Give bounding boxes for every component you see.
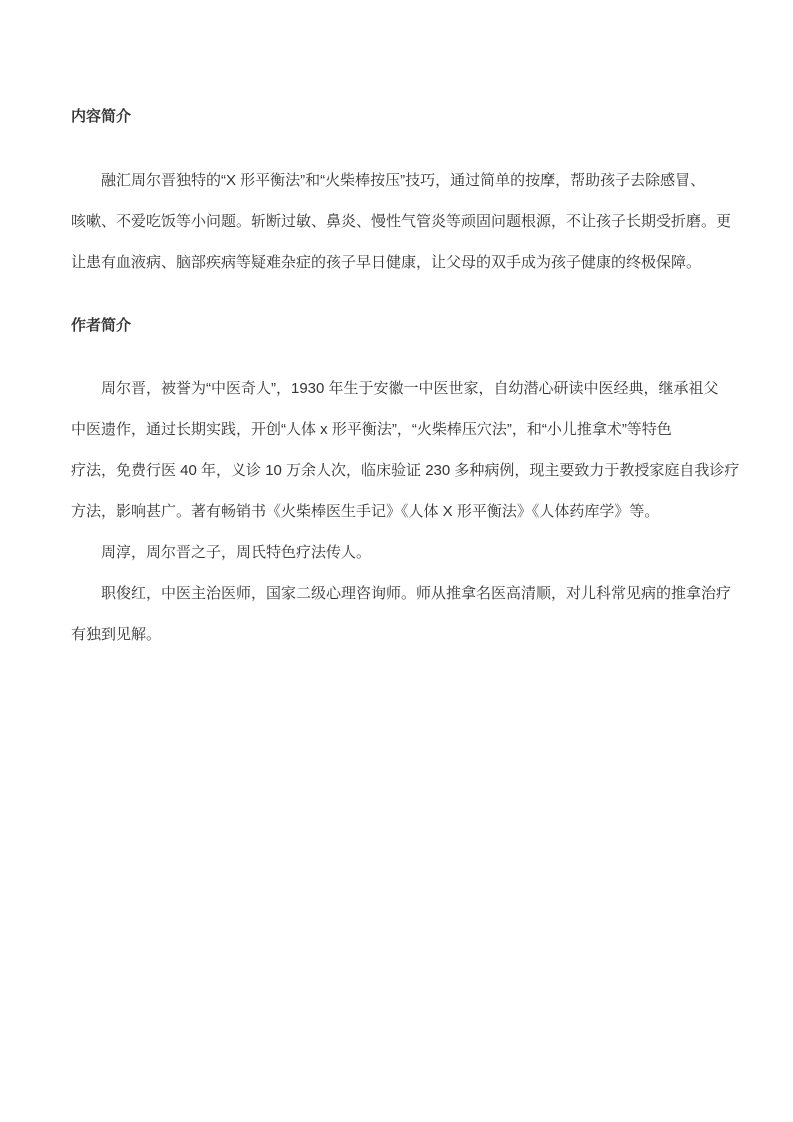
author-bio-line: 疗法，免费行医 40 年，义诊 10 万余人次，临床验证 230 多种病例，现主要致力于教授家庭自我诊疗 xyxy=(71,462,740,479)
author-bio-line: 方法，影响甚广。著有畅销书《火柴棒医生手记》《人体 X 形平衡法》《人体药库学》等。 xyxy=(71,503,660,520)
content-intro-heading: 内容简介 xyxy=(71,108,132,125)
author-bio-line: 有独到见解。 xyxy=(71,626,162,643)
content-intro-line: 融汇周尔晋独特的“X 形平衡法”和“火柴棒按压”技巧，通过简单的按摩，帮助孩子去除感冒、 xyxy=(101,172,706,189)
author-intro-heading: 作者简介 xyxy=(71,317,132,334)
author-bio-line: 职俊红，中医主治医师，国家二级心理咨询师。师从推拿名医高清顺，对儿科常见病的推拿治疗 xyxy=(101,585,732,602)
author-bio-line: 周尔晋，被誉为“中医奇人”，1930 年生于安徽一中医世家，自幼潜心研读中医经典，继承祖父 xyxy=(101,380,719,397)
content-intro-line: 咳嗽、不爱吃饭等小问题。斩断过敏、鼻炎、慢性气管炎等顽固问题根源，不让孩子长期受折磨。更 xyxy=(71,213,732,230)
author-bio-line: 中医遗作，通过长期实践，开创“人体 x 形平衡法”，“火柴棒压穴法”，和“小儿推拿术”等特色 xyxy=(71,421,672,438)
content-intro-line: 让患有血液病、脑部疾病等疑难杂症的孩子早日健康，让父母的双手成为孩子健康的终极保障。 xyxy=(71,254,702,271)
author-bio-line: 周淳，周尔晋之子，周氏特色疗法传人。 xyxy=(101,544,372,561)
